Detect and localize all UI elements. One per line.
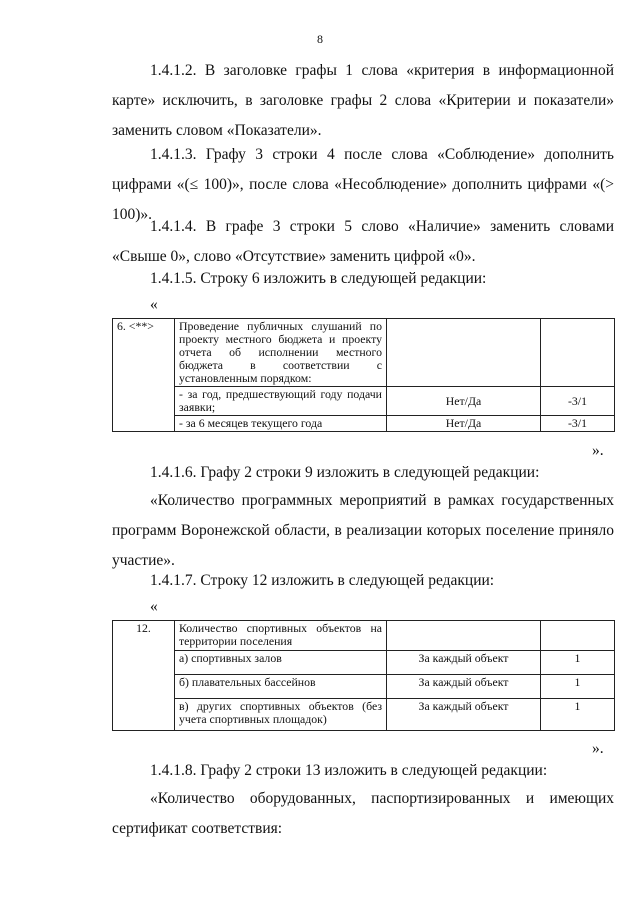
score-cell [541, 621, 615, 651]
close-quote-1: ». [592, 442, 604, 459]
value-cell [387, 319, 541, 387]
criterion-cell: б) плавательных бассейнов [175, 675, 387, 699]
row-number-cell: 6. <**> [113, 319, 175, 432]
value-cell: Нет/Да [387, 416, 541, 432]
paragraph-1-4-1-5: 1.4.1.5. Строку 6 изложить в следующей редакции: [150, 270, 487, 287]
score-cell: -3/1 [541, 416, 615, 432]
paragraph-1-4-1-2: 1.4.1.2. В заголовке графы 1 слова «критерия в информационной карте» исключить, в заголовке графы 2 слова «Критерии и показатели» заменить словом «Показатели». [112, 62, 614, 139]
open-quote-1: « [150, 296, 158, 313]
score-cell: 1 [541, 675, 615, 699]
close-quote-2: ». [592, 740, 604, 757]
table-row [113, 651, 615, 675]
table-row-6 [112, 318, 615, 432]
criterion-cell: в) других спортивных объектов (без учета спортивных площадок) [175, 699, 387, 731]
table-row [113, 387, 615, 416]
table-row-12 [112, 620, 615, 731]
score-cell [541, 319, 615, 387]
criterion-header-cell: Количество спортивных объектов на территории поселения [175, 621, 387, 651]
table-row [113, 699, 615, 731]
table-row [113, 621, 615, 651]
value-cell: За каждый объект [387, 675, 541, 699]
table-row [113, 319, 615, 387]
criterion-cell: а) спортивных залов [175, 651, 387, 675]
paragraph-1-4-1-3: 1.4.1.3. Графу 3 строки 4 после слова «Соблюдение» дополнить цифрами «(≤ 100)», после слова «Несоблюдение» дополнить цифрами «(> 100)». [112, 146, 614, 223]
criterion-cell: - за год, предшествующий году подачи заявки; [175, 387, 387, 416]
value-cell: Нет/Да [387, 387, 541, 416]
score-cell: 1 [541, 651, 615, 675]
criterion-cell: - за 6 месяцев текущего года [175, 416, 387, 432]
paragraph-1-4-1-4: 1.4.1.4. В графе 3 строки 5 слово «Наличие» заменить словами «Свыше 0», слово «Отсутствие» заменить цифрой «0». [112, 218, 614, 265]
row-number-cell: 12. [113, 621, 175, 731]
page-number: 8 [317, 32, 323, 46]
criterion-header-cell: Проведение публичных слушаний по проекту местного бюджета и проекту отчета об исполнении местного бюджета в соответствии с установленным порядком: [175, 319, 387, 387]
score-cell: 1 [541, 699, 615, 731]
paragraph-1-4-1-8: 1.4.1.8. Графу 2 строки 13 изложить в следующей редакции: [150, 762, 548, 779]
paragraph-programs: «Количество программных мероприятий в рамках государственных программ Воронежской области, в реализации которых поселение приняло участие». [112, 492, 614, 569]
score-cell: -3/1 [541, 387, 615, 416]
paragraph-1-4-1-6: 1.4.1.6. Графу 2 строки 9 изложить в следующей редакции: [150, 464, 540, 481]
value-cell [387, 621, 541, 651]
table-row [113, 416, 615, 432]
value-cell: За каждый объект [387, 699, 541, 731]
table-row [113, 675, 615, 699]
open-quote-2: « [150, 598, 158, 615]
paragraph-1-4-1-7: 1.4.1.7. Строку 12 изложить в следующей редакции: [150, 572, 495, 589]
value-cell: За каждый объект [387, 651, 541, 675]
paragraph-equipped-count: «Количество оборудованных, паспортизированных и имеющих сертификат соответствия: [112, 790, 614, 837]
